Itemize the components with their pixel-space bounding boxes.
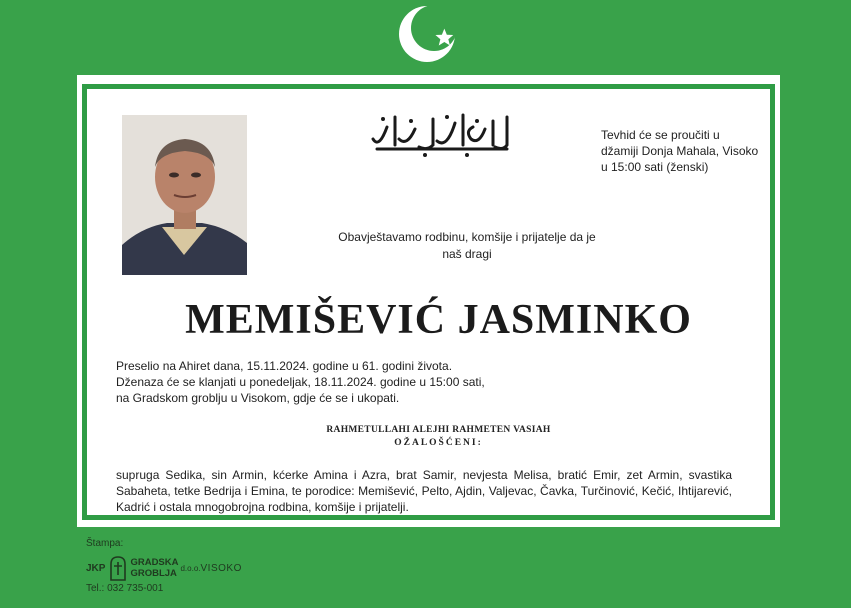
printer-name-line-2: GROBLJA xyxy=(130,568,177,579)
printer-label: Štampa: xyxy=(86,538,124,549)
printer-info xyxy=(86,538,286,594)
printer-jkp: JKP xyxy=(86,562,106,574)
tevhid-line-2: džamiji Donja Mahala, Visoko xyxy=(601,144,759,158)
printer-logo xyxy=(86,552,242,584)
printer-suffix: d.o.o. xyxy=(180,563,201,573)
deceased-photo xyxy=(122,115,247,275)
tevhid-line-3: u 15:00 sati (ženski) xyxy=(601,160,709,174)
arabic-calligraphy-icon xyxy=(367,109,517,159)
printer-name xyxy=(130,557,178,579)
cemetery-logo-icon xyxy=(109,555,127,581)
announcement-line-1: Obavještavamo rodbinu, komšije i prijatelje da je xyxy=(338,230,596,244)
funeral-details xyxy=(116,358,536,406)
card-frame xyxy=(82,84,775,520)
mourners-list: supruga Sedika, sin Armin, kćerke Amina i Azra, brat Samir, nevjesta Melisa, bratić Emir, zet Armin, svastika Sabaheta, tetke Bedrija i Emina, te porodice: Memišević, Pelto, Ajdin, Valjevac, Čavka, Turčinović, Kečić, Ihtijarević, Kadrić i ostala mnogobrojna rodbina, komšije i prijatelji. xyxy=(116,468,732,514)
deceased-name: MEMIŠEVIĆ JASMINKO xyxy=(185,297,692,343)
crescent-star-icon xyxy=(397,4,457,64)
announcement xyxy=(317,229,617,263)
tevhid-line-1: Tevhid će se proučiti u xyxy=(601,128,720,142)
printer-phone: Tel.: 032 735-001 xyxy=(86,583,164,594)
printer-name-line-1: GRADSKA xyxy=(130,557,179,568)
details-line-1: Preselio na Ahiret dana, 15.11.2024. godine u 61. godini života. xyxy=(116,359,453,373)
prayer-text: RAHMETULLAHI ALEJHI RAHMETEN VASIAH xyxy=(326,425,551,435)
details-line-3: na Gradskom groblju u Visokom, gdje će se i ukopati. xyxy=(116,391,400,405)
obituary-card xyxy=(77,75,780,527)
mourners-heading: OŽALOŠĆENI: xyxy=(394,438,483,448)
prayer-block xyxy=(87,424,790,450)
tevhid-notice xyxy=(601,127,781,175)
announcement-line-2: naš dragi xyxy=(442,247,492,261)
details-line-2: Dženaza će se klanjati u ponedeljak, 18.11.2024. godine u 15:00 sati, xyxy=(116,375,485,389)
printer-city: VISOKO xyxy=(200,562,242,574)
